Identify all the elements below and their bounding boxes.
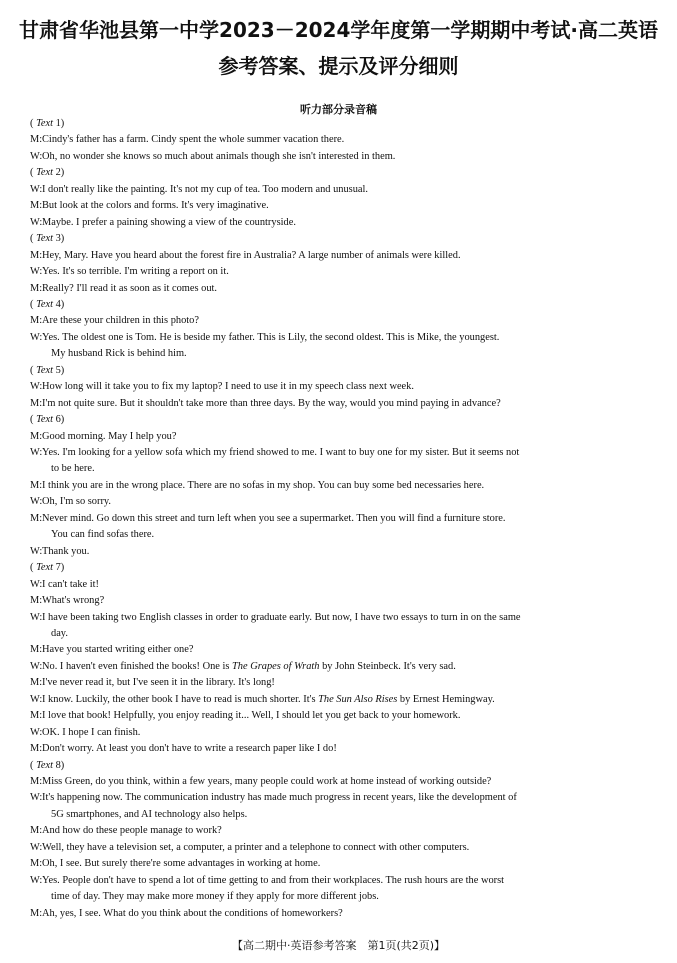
line-text: You can find sofas there. [51, 529, 155, 541]
speaker-label: W: [30, 447, 43, 458]
line-text: day. [51, 627, 68, 639]
speaker-label: M: [30, 479, 43, 491]
speaker-label: M: [30, 282, 43, 294]
speaker-label: M: [30, 644, 43, 656]
dialogue-line [30, 726, 652, 739]
dialogue-line [30, 857, 652, 870]
dialogue-line [30, 133, 652, 146]
line-text: What's wrong? [42, 595, 105, 607]
speaker-label: W: [30, 578, 43, 590]
line-text: OK. I hope I can finish. [42, 726, 141, 738]
speaker-label: W: [30, 183, 43, 195]
speaker-label: W: [30, 874, 43, 886]
line-text: Ah, yes, I see. What do you think about the conditions of homeworkers? [42, 907, 343, 919]
dialogue-line [30, 841, 652, 854]
text-heading: ( Text 8) [30, 759, 65, 771]
speaker-label: M: [30, 200, 43, 212]
line-text: I love that book! Helpfully, you enjoy reading it... Well, I should let you get back to your homework. [42, 710, 461, 722]
line-text: My husband Rick is behind him. [51, 348, 187, 360]
dialogue-line [30, 676, 652, 689]
text-heading: ( Text 3) [30, 233, 65, 245]
text-heading: ( Text 1) [30, 118, 65, 129]
dialogue-line [30, 660, 652, 673]
page-footer: 【高二期中·英语参考答案 第1页(共2页)】 [231, 939, 446, 952]
line-text: Yes. People don't have to spend a lot of time getting to and from their workplaces. The rush hours are the worst [42, 874, 505, 886]
dialogue-line [30, 314, 652, 327]
speaker-label: W: [30, 216, 43, 228]
line-text: Yes. I'm looking for a yellow sofa which my friend showed to me. I want to buy one for my sister. But it seems not [42, 447, 520, 458]
dialogue-line [30, 380, 652, 393]
line-text: Yes. It's so terrible. I'm writing a report on it. [42, 266, 229, 278]
speaker-label: W: [30, 611, 43, 623]
speaker-label: M: [30, 677, 43, 689]
line-text: How long will it take you to fix my laptop? I need to use it in my speech class next week. [42, 381, 414, 393]
text-heading: ( Text 6) [30, 414, 65, 426]
line-text: Maybe. I prefer a paining showing a view of the countryside. [42, 216, 296, 228]
dialogue-line [30, 265, 652, 278]
document-subtitle: 参考答案、提示及评分细则 [218, 54, 459, 78]
dialogue-line [30, 199, 652, 212]
line-text: Really? I'll read it as soon as it comes out. [42, 282, 218, 294]
dialogue-line [30, 775, 652, 788]
line-text: I can't take it! [42, 578, 99, 590]
speaker-label: W: [30, 726, 43, 738]
line-text: It's happening now. The communication industry has made much progress in recent years, like the development of [42, 792, 517, 804]
line-text: No. I haven't even finished the books! One is The Grapes of Wrath by John Steinbeck. It's very sad. [42, 660, 456, 672]
line-text: But look at the colors and forms. It's very imaginative. [42, 200, 269, 212]
speaker-label: M: [30, 249, 43, 261]
dialogue-line [30, 150, 652, 163]
speaker-label: M: [30, 907, 43, 919]
dialogue-continuation [30, 528, 673, 541]
dialogue-line [30, 791, 652, 804]
line-text: I've never read it, but I've seen it in the library. It's long! [42, 677, 275, 689]
speaker-label: W: [30, 331, 43, 343]
speaker-label: W: [30, 792, 43, 804]
dialogue-line [30, 611, 652, 624]
line-text: Oh, I'm so sorry. [42, 496, 112, 508]
line-text: I have been taking two English classes in order to graduate early. But now, I have two essays to turn in on the same [42, 611, 521, 623]
line-text: time of day. They may make more money if they apply for more different jobs. [51, 891, 379, 903]
speaker-label: M: [30, 397, 43, 409]
dialogue-line [30, 183, 652, 196]
speaker-label: W: [30, 381, 43, 393]
line-text: I don't really like the painting. It's not my cup of tea. Too modern and unusual. [42, 183, 369, 195]
speaker-label: M: [30, 710, 43, 722]
dialogue-line [30, 430, 652, 443]
dialogue-line [30, 545, 652, 558]
dialogue-line [30, 216, 652, 229]
line-text: Have you started writing either one? [42, 644, 194, 656]
dialogue-continuation [30, 462, 673, 475]
line-text: I'm not quite sure. But it shouldn't take more than three days. By the way, would you mind paying in advance? [42, 397, 501, 409]
speaker-label: M: [30, 595, 43, 607]
dialogue-line [30, 479, 652, 492]
dialogue-line [30, 397, 652, 410]
line-text: Good morning. May I help you? [42, 430, 177, 442]
speaker-label: W: [30, 545, 43, 557]
speaker-label: W: [30, 496, 43, 508]
line-text: Hey, Mary. Have you heard about the forest fire in Australia? A large number of animals were killed. [42, 249, 461, 261]
dialogue-line [30, 282, 652, 295]
text-heading: ( Text 5) [30, 364, 65, 376]
line-text: Well, they have a television set, a computer, a printer and a telephone to connect with other computers. [42, 841, 470, 853]
dialogue-continuation [30, 808, 673, 821]
dialogue-continuation [30, 347, 673, 360]
dialogue-line [30, 643, 652, 656]
line-text: And how do these people manage to work? [42, 825, 222, 837]
line-text: Cindy's father has a farm. Cindy spent the whole summer vacation there. [42, 134, 345, 146]
speaker-label: M: [30, 315, 43, 327]
line-text: Are these your children in this photo? [42, 315, 199, 327]
dialogue-continuation [30, 627, 673, 640]
dialogue-line [30, 594, 652, 607]
dialogue-line [30, 249, 652, 262]
line-text: Don't worry. At least you don't have to write a research paper like I do! [42, 743, 337, 755]
speaker-label: W: [30, 841, 43, 853]
dialogue-line [30, 495, 652, 508]
dialogue-line [30, 512, 652, 525]
dialogue-continuation [30, 890, 673, 903]
section-title: 听力部分录音稿 [300, 103, 377, 116]
speaker-label: W: [30, 660, 43, 672]
text-heading: ( Text 4) [30, 298, 65, 310]
line-text: Oh, I see. But surely there're some advantages in working at home. [42, 858, 321, 870]
line-text: 5G smartphones, and AI technology also helps. [51, 808, 248, 820]
speaker-label: M: [30, 776, 43, 787]
document-title: 甘肃省华池县第一中学2023－2024学年度第一学期期中考试·高二英语 [19, 18, 658, 42]
speaker-label: M: [30, 825, 43, 837]
speaker-label: W: [30, 693, 43, 705]
speaker-label: M: [30, 430, 43, 442]
dialogue-line [30, 709, 652, 722]
line-text: Yes. The oldest one is Tom. He is beside my father. This is Lily, the second oldest. This is Mike, the youngest. [42, 331, 500, 343]
line-text: Miss Green, do you think, within a few years, many people could work at home instead of working outside? [42, 776, 492, 787]
text-heading: ( Text 2) [30, 167, 65, 179]
dialogue-line [30, 907, 652, 920]
dialogue-line [30, 824, 652, 837]
dialogue-line [30, 446, 652, 459]
line-text: I know. Luckily, the other book I have to read is much shorter. It's The Sun Also Rises by Ernest Hemingway. [42, 693, 495, 705]
dialogue-line [30, 693, 652, 706]
speaker-label: W: [30, 150, 43, 162]
line-text: Never mind. Go down this street and turn left when you see a supermarket. Then you will find a furniture store. [42, 512, 506, 524]
line-text: Thank you. [42, 545, 90, 557]
dialogue-line [30, 874, 652, 887]
speaker-label: M: [30, 858, 43, 870]
speaker-label: M: [30, 743, 43, 755]
text-heading: ( Text 7) [30, 562, 65, 574]
line-text: to be here. [51, 463, 95, 475]
dialogue-line [30, 742, 652, 755]
line-text: Oh, no wonder she knows so much about animals though she isn't interested in them. [42, 150, 396, 162]
speaker-label: M: [30, 512, 43, 524]
speaker-label: M: [30, 134, 43, 146]
dialogue-line [30, 331, 652, 344]
dialogue-line [30, 578, 652, 591]
line-text: I think you are in the wrong place. There are no sofas in my shop. You can buy some bed necessaries here. [42, 479, 485, 491]
speaker-label: W: [30, 266, 43, 278]
